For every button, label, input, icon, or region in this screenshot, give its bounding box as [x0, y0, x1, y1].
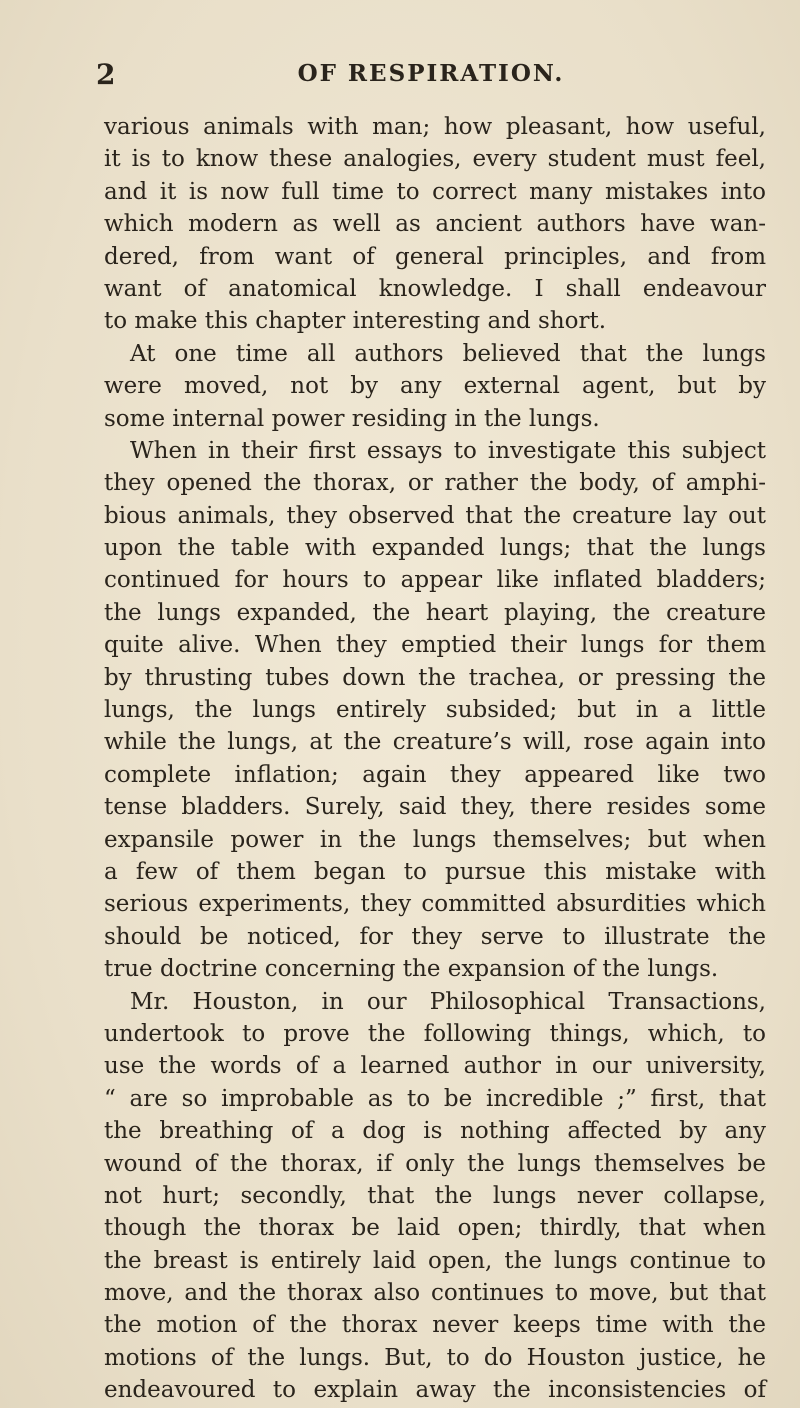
text-line: the motion of the thorax never keeps time with the	[104, 1312, 766, 1339]
page-header	[96, 58, 726, 98]
text-line: were moved, not by any external agent, but by	[104, 373, 766, 400]
text-line: undertook to prove the following things, which, to	[104, 1020, 766, 1047]
text-line: a few of them began to pursue this mistake with	[104, 858, 766, 885]
text-line: while the lungs, at the creature’s will, rose again into	[104, 729, 766, 756]
text-line: it is to know these analogies, every student must feel,	[104, 146, 766, 173]
text-line: true doctrine concerning the expansion of the lungs.	[104, 956, 719, 983]
text-line: When in their first essays to investigate this subject	[130, 437, 766, 464]
text-line: complete inflation; again they appeared like two	[104, 761, 766, 788]
text-line: the lungs expanded, the heart playing, the creature	[104, 599, 766, 626]
text-line: expansile power in the lungs themselves; but when	[104, 826, 766, 853]
text-line: continued for hours to appear like inflated bladders;	[104, 567, 766, 594]
text-line: move, and the thorax also continues to move, but that	[104, 1280, 766, 1307]
text-line: tense bladders. Surely, said they, there resides some	[104, 794, 766, 821]
text-line: “ are so improbable as to be incredible ;” first, that	[104, 1085, 766, 1112]
text-line: should be noticed, for they serve to illustrate the	[104, 923, 766, 950]
running-title: OF RESPIRATION.	[297, 60, 565, 87]
text-line: some internal power residing in the lungs.	[104, 405, 600, 432]
text-line: At one time all authors believed that the lungs	[130, 340, 766, 367]
body-text	[104, 111, 766, 1407]
text-line: various animals with man; how pleasant, how useful,	[104, 114, 766, 140]
text-line: Mr. Houston, in our Philosophical Transactions,	[130, 988, 766, 1015]
text-line: bious animals, they observed that the creature lay out	[104, 502, 766, 529]
text-line: lungs, the lungs entirely subsided; but in a little	[104, 697, 766, 724]
text-line: by thrusting tubes down the trachea, or pressing the	[104, 664, 766, 691]
text-line: though the thorax be laid open; thirdly, that when	[104, 1215, 766, 1242]
text-line: use the words of a learned author in our university,	[104, 1053, 766, 1080]
text-line: quite alive. When they emptied their lungs for them	[104, 632, 766, 659]
text-line: they opened the thorax, or rather the body, of amphi-	[104, 470, 766, 497]
page-number: 2	[96, 58, 117, 91]
text-line: the breathing of a dog is nothing affected by any	[104, 1118, 766, 1145]
text-line: which modern as well as ancient authors have wan-	[104, 211, 766, 238]
text-line: motions of the lungs. But, to do Houston justice, he	[104, 1344, 766, 1371]
text-line: wound of the thorax, if only the lungs themselves be	[104, 1150, 766, 1177]
text-line: not hurt; secondly, that the lungs never collapse,	[104, 1182, 766, 1209]
text-line: endeavoured to explain away the inconsistencies of	[104, 1377, 766, 1404]
text-line: upon the table with expanded lungs; that the lungs	[104, 535, 766, 562]
text-line: dered, from want of general principles, and from	[104, 243, 766, 270]
text-line: want of anatomical knowledge. I shall endeavour	[104, 275, 766, 302]
text-line: to make this chapter interesting and short.	[104, 308, 607, 335]
text-line: and it is now full time to correct many mistakes into	[104, 178, 766, 205]
text-line: the breast is entirely laid open, the lungs continue to	[104, 1247, 766, 1274]
text-line: serious experiments, they committed absurdities which	[104, 891, 766, 918]
